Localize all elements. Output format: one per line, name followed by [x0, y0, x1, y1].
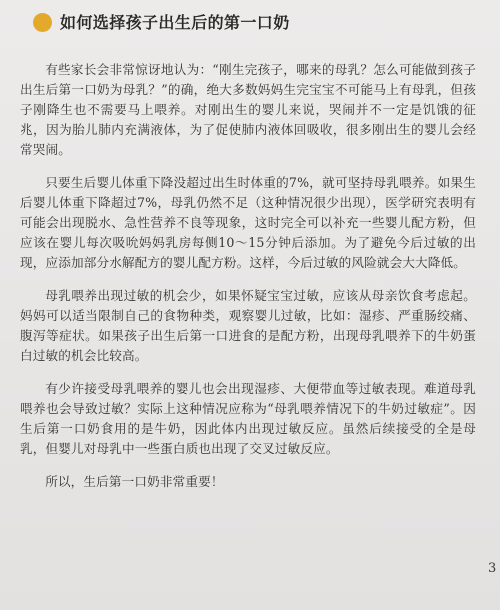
paragraph-2: 只要生后婴儿体重下降没超过出生时体重的7%，就可坚持母乳喂养。如果生后婴儿体重下降超过7%，母乳仍然不足（这种情况很少出现），医学研究表明有可能会出现脱水、急性营养不良等现象，这时完全可以补充一些婴儿配方粉，但应该在婴儿每次吸吮妈妈乳房每侧10～15分钟后添加。为了避免今后过敏的出现，应添加部分水解配方的婴儿配方粉。这样，今后过敏的风险就会大大降低。 [20, 175, 476, 270]
article-body [20, 60, 476, 505]
paragraph-1: 有些家长会非常惊讶地认为：“刚生完孩子，哪来的母乳？怎么可能做到孩子出生后第一口奶为母乳？”的确，绝大多数妈妈生完宝宝不可能马上有母乳，但孩子刚降生也不需要马上喂养。对刚出生的婴儿来说，哭闹并不一定是饥饿的征兆，因为胎儿肺内充满液体，为了促使肺内液体回吸收，很多刚出生的婴儿会经常哭闹。 [20, 62, 476, 157]
paragraph-3: 母乳喂养出现过敏的机会少，如果怀疑宝宝过敏，应该从母亲饮食考虑起。妈妈可以适当限制自己的食物种类，观察婴儿过敏，比如：湿疹、严重肠绞痛、腹泻等症状。如果孩子出生后第一口进食的是配方粉，出现母乳喂养下的牛奶蛋白过敏的机会比较高。 [20, 288, 476, 363]
paragraph-4: 有少许接受母乳喂养的婴儿也会出现湿疹、大便带血等过敏表现。难道母乳喂养也会导致过敏？实际上这种情况应称为“母乳喂养情况下的牛奶过敏症”。因生后第一口奶食用的是牛奶，因此体内出现过敏反应。虽然后续接受的全是母乳，但婴儿对母乳中一些蛋白质也出现了交叉过敏反应。 [20, 381, 476, 456]
paragraph-5: 所以，生后第一口奶非常重要！ [45, 474, 224, 489]
orange-bullet-icon [33, 13, 52, 32]
page-number: 3 [488, 561, 497, 576]
section-title: 如何选择孩子出生后的第一口奶 [60, 13, 290, 32]
